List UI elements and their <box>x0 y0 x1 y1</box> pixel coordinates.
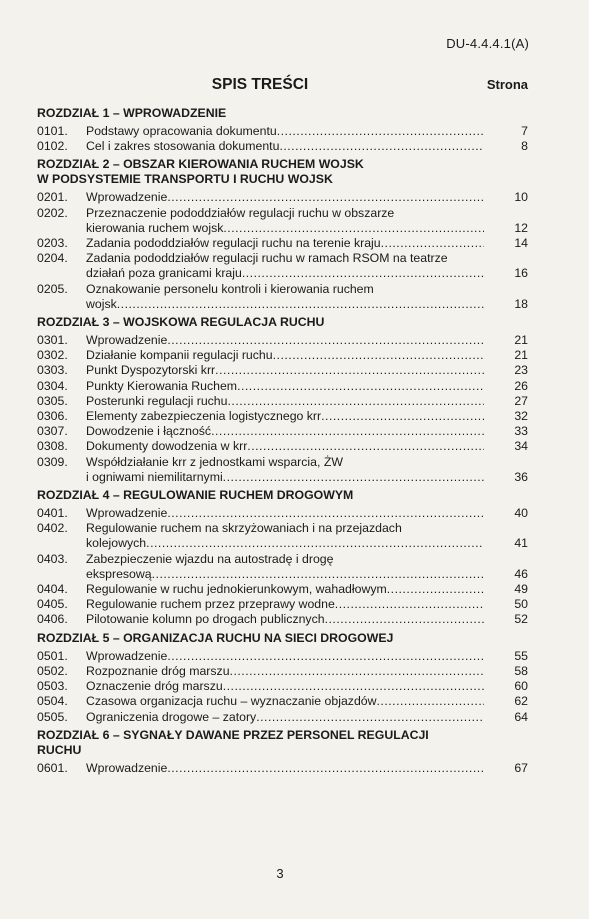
toc-entry <box>37 521 528 551</box>
page-reference: 14 <box>514 236 528 251</box>
toc-entry <box>37 139 528 154</box>
page-reference: 67 <box>514 760 528 775</box>
section-title: Wprowadzenie <box>86 190 168 205</box>
section-number: 0505. <box>37 709 68 724</box>
dot-leader <box>167 190 484 205</box>
toc-entry <box>37 582 528 597</box>
section-number: 0502. <box>37 663 68 678</box>
table-of-contents <box>37 106 528 776</box>
chapter-heading-line: ROZDZIAŁ 3 – WOJSKOWA REGULACJA RUCHU <box>37 315 325 330</box>
section-number: 0203. <box>37 236 68 251</box>
section-title: Zabezpieczenie wjazdu na autostradę i drogę <box>86 551 334 566</box>
section-number: 0302. <box>37 348 68 363</box>
section-number: 0305. <box>37 393 68 408</box>
section-title: działań poza granicami kraju <box>86 266 242 281</box>
section-number: 0205. <box>37 281 68 296</box>
dot-leader <box>387 582 484 597</box>
section-number: 0301. <box>37 333 68 348</box>
section-title: Rozpoznanie dróg marszu <box>86 663 230 678</box>
toc-entry <box>37 236 528 251</box>
section-number: 0501. <box>37 648 68 663</box>
chapter-heading-line: ROZDZIAŁ 6 – SYGNAŁY DAWANE PRZEZ PERSONEL REGULACJI <box>37 727 429 742</box>
page-reference: 33 <box>514 424 528 439</box>
page-reference: 34 <box>514 439 528 454</box>
toc-entry <box>37 206 528 236</box>
page-reference: 10 <box>514 190 528 205</box>
toc-entry <box>37 394 528 409</box>
section-number: 0404. <box>37 582 68 597</box>
section-number: 0202. <box>37 205 68 220</box>
section-number: 0504. <box>37 694 68 709</box>
chapter-heading-line: ROZDZIAŁ 4 – REGULOWANIE RUCHEM DROGOWYM <box>37 488 354 503</box>
toc-entry <box>37 363 528 378</box>
toc-entry <box>37 761 528 776</box>
section-number: 0303. <box>37 363 68 378</box>
section-number: 0201. <box>37 190 68 205</box>
dot-leader <box>273 348 484 363</box>
section-number: 0406. <box>37 612 68 627</box>
dot-leader <box>321 409 484 424</box>
chapter-heading <box>37 631 528 646</box>
section-number: 0304. <box>37 378 68 393</box>
dot-leader <box>223 679 484 694</box>
dot-leader <box>167 649 484 664</box>
dot-leader <box>223 470 484 485</box>
dot-leader <box>167 506 484 521</box>
section-title: Podstawy opracowania dokumentu <box>86 124 277 138</box>
section-title: Punkty Kierowania Ruchem <box>86 378 238 393</box>
page-reference: 23 <box>514 363 528 378</box>
dot-leader <box>228 394 485 409</box>
section-title: Pilotowanie kolumn po drogach publicznych <box>86 612 325 627</box>
page-reference: 40 <box>514 506 528 521</box>
dot-leader <box>381 236 484 251</box>
section-number: 0405. <box>37 597 68 612</box>
section-title: Wprowadzenie <box>86 760 168 775</box>
dot-leader <box>377 694 484 709</box>
dot-leader <box>117 297 484 312</box>
section-title: Regulowanie ruchem na skrzyżowaniach i na przejazdach <box>86 521 402 536</box>
toc-entry <box>37 506 528 521</box>
section-title: ekspresową <box>86 566 152 581</box>
dot-leader <box>247 439 484 454</box>
toc-entry <box>37 664 528 679</box>
section-title: kolejowych <box>86 536 147 551</box>
section-title: i ogniwami niemilitarnymi <box>86 469 223 484</box>
section-title: Czasowa organizacja ruchu – wyznaczanie objazdów <box>86 694 377 709</box>
section-title: Ograniczenia drogowe – zatory <box>86 709 257 724</box>
section-number: 0306. <box>37 409 68 424</box>
section-title: Cel i zakres stosowania dokumentu <box>86 139 280 154</box>
section-title: Zadania pododdziałów regulacji ruchu w ramach RSOM na teatrze <box>86 251 448 266</box>
dot-leader <box>277 124 484 139</box>
section-title: Współdziałanie krr z jednostkami wsparcia, ŻW <box>86 454 343 469</box>
toc-entry <box>37 409 528 424</box>
dot-leader <box>325 612 484 627</box>
section-number: 0503. <box>37 679 68 694</box>
section-number: 0601. <box>37 760 68 775</box>
toc-entry <box>37 379 528 394</box>
toc-entry <box>37 455 528 485</box>
dot-leader <box>335 597 484 612</box>
chapter-heading <box>37 157 528 187</box>
page-reference: 41 <box>514 536 528 551</box>
dot-leader <box>256 710 484 725</box>
section-number: 0309. <box>37 454 68 469</box>
section-number: 0307. <box>37 424 68 439</box>
section-number: 0403. <box>37 551 68 566</box>
page-reference: 50 <box>514 597 528 612</box>
page-reference: 58 <box>514 663 528 678</box>
section-title: Oznakowanie personelu kontroli i kierowania ruchem <box>86 281 374 296</box>
section-title: Regulowanie ruchem przez przeprawy wodne <box>86 597 335 612</box>
dot-leader <box>223 221 484 236</box>
page-reference: 64 <box>514 709 528 724</box>
toc-entry <box>37 282 528 312</box>
toc-entry <box>37 649 528 664</box>
dot-leader <box>167 333 484 348</box>
toc-entry <box>37 190 528 205</box>
section-title: Wprowadzenie <box>86 506 168 521</box>
page-number: 3 <box>276 866 284 881</box>
page-reference: 55 <box>514 648 528 663</box>
page-reference: 46 <box>514 566 528 581</box>
chapter-heading <box>37 315 528 330</box>
toc-entry <box>37 694 528 709</box>
dot-leader <box>279 139 484 154</box>
page-reference: 21 <box>514 348 528 363</box>
section-title: wojsk <box>86 296 117 311</box>
toc-entry <box>37 679 528 694</box>
toc-entry <box>37 597 528 612</box>
page-reference: 36 <box>514 469 528 484</box>
dot-leader <box>237 379 484 394</box>
chapter-heading <box>37 106 528 121</box>
chapter-heading-line: W PODSYSTEMIE TRANSPORTU I RUCHU WOJSK <box>37 172 333 187</box>
chapter-heading-line: RUCHU <box>37 742 82 757</box>
section-title: Oznaczenie dróg marszu <box>86 679 223 694</box>
page-reference: 12 <box>514 220 528 235</box>
toc-entry <box>37 552 528 582</box>
dot-leader <box>167 761 484 776</box>
dot-leader <box>215 363 484 378</box>
dot-leader <box>230 664 484 679</box>
document-id: DU-4.4.4.1(A) <box>446 36 529 51</box>
dot-leader <box>152 567 484 582</box>
section-number: 0101. <box>37 124 68 138</box>
section-title: Dokumenty dowodzenia w krr <box>86 439 248 454</box>
section-title: Zadania pododdziałów regulacji ruchu na terenie kraju <box>86 236 381 251</box>
section-title: Regulowanie w ruchu jednokierunkowym, wahadłowym <box>86 582 387 597</box>
page-reference: 26 <box>514 378 528 393</box>
toc-entry <box>37 348 528 363</box>
page-reference: 27 <box>514 393 528 408</box>
section-title: Przeznaczenie pododdziałów regulacji ruchu w obszarze <box>86 205 395 220</box>
page-reference: 16 <box>514 266 528 281</box>
page-reference: 52 <box>514 612 528 627</box>
chapter-heading-line: ROZDZIAŁ 1 – WPROWADZENIE <box>37 106 227 120</box>
page-reference: 62 <box>514 694 528 709</box>
section-title: Działanie kompanii regulacji ruchu <box>86 348 273 363</box>
section-title: Dowodzenie i łączność <box>86 424 212 439</box>
page-column-header: Strona <box>486 77 528 92</box>
dot-leader <box>146 536 484 551</box>
section-title: Posterunki regulacji ruchu <box>86 393 228 408</box>
page-reference: 7 <box>521 124 528 138</box>
toc-entry <box>37 424 528 439</box>
section-title: Wprowadzenie <box>86 648 168 663</box>
section-title: kierowania ruchem wojsk <box>86 220 224 235</box>
page-reference: 8 <box>521 139 528 154</box>
toc-entry <box>37 710 528 725</box>
section-title: Wprowadzenie <box>86 333 168 348</box>
page-title: SPIS TREŚCI <box>211 76 309 93</box>
toc-entry <box>37 251 528 281</box>
chapter-heading-line: ROZDZIAŁ 5 – ORGANIZACJA RUCHU NA SIECI DROGOWEJ <box>37 630 394 645</box>
section-number: 0402. <box>37 521 68 536</box>
dot-leader <box>211 424 484 439</box>
page-reference: 49 <box>514 582 528 597</box>
chapter-heading <box>37 488 528 503</box>
toc-entry <box>37 124 528 139</box>
section-number: 0401. <box>37 506 68 521</box>
dot-leader <box>242 266 484 281</box>
page-reference: 32 <box>514 409 528 424</box>
section-title: Punkt Dyspozytorski krr <box>86 363 216 378</box>
section-number: 0308. <box>37 439 68 454</box>
toc-entry <box>37 439 528 454</box>
section-number: 0204. <box>37 251 68 266</box>
page-reference: 21 <box>514 333 528 348</box>
page-reference: 60 <box>514 679 528 694</box>
toc-entry <box>37 612 528 627</box>
section-title: Elementy zabezpieczenia logistycznego krr <box>86 409 322 424</box>
section-number: 0102. <box>37 139 68 154</box>
page-reference: 18 <box>514 296 528 311</box>
chapter-heading <box>37 728 528 758</box>
chapter-heading-line: ROZDZIAŁ 2 – OBSZAR KIEROWANIA RUCHEM WOJSK <box>37 157 364 172</box>
toc-entry <box>37 333 528 348</box>
